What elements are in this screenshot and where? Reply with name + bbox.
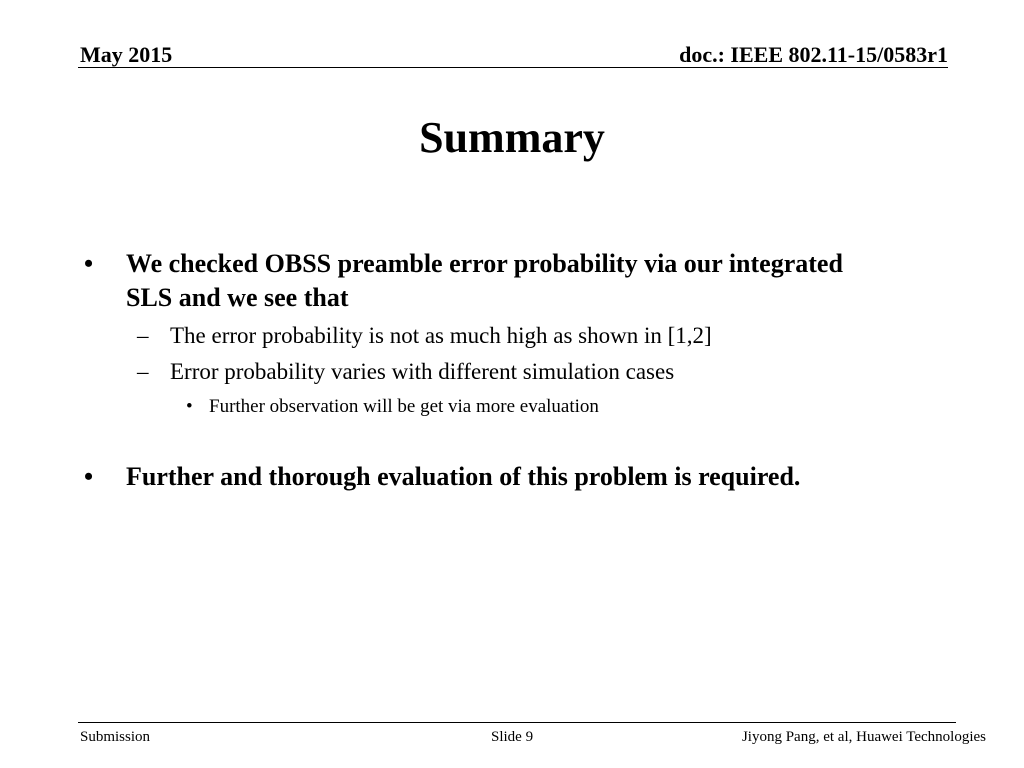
footer-submission: Submission [80,729,151,745]
dash-marker: – [137,323,149,348]
bullet-text: Further and thorough evaluation of this problem is required. [126,462,801,491]
footer-divider [78,722,956,723]
header-date: May 2015 [80,42,173,67]
bullet-text-line-1: We checked OBSS preamble error probability via our integrated [126,249,843,278]
header-doc-id: doc.: IEEE 802.11-15/0583r1 [679,42,948,67]
dash-marker: – [137,359,149,384]
bullet-marker: • [84,462,94,491]
footer-author: Jiyong Pang, et al, Huawei Technologies [741,729,986,745]
sub-sub-bullet-text: Further observation will be get via more evaluation [209,396,599,417]
bullet-text-line-2: SLS and we see that [126,283,349,312]
bullet-marker: • [84,249,94,278]
slide-title: Summary [419,113,605,162]
sub-bullet-text: The error probability is not as much high as shown in [1,2] [170,323,712,348]
bullet-marker: • [186,396,193,417]
sub-bullet-text: Error probability varies with different simulation cases [170,359,675,384]
bullet-text [126,247,843,315]
footer-slide-number: Slide 9 [491,729,534,745]
